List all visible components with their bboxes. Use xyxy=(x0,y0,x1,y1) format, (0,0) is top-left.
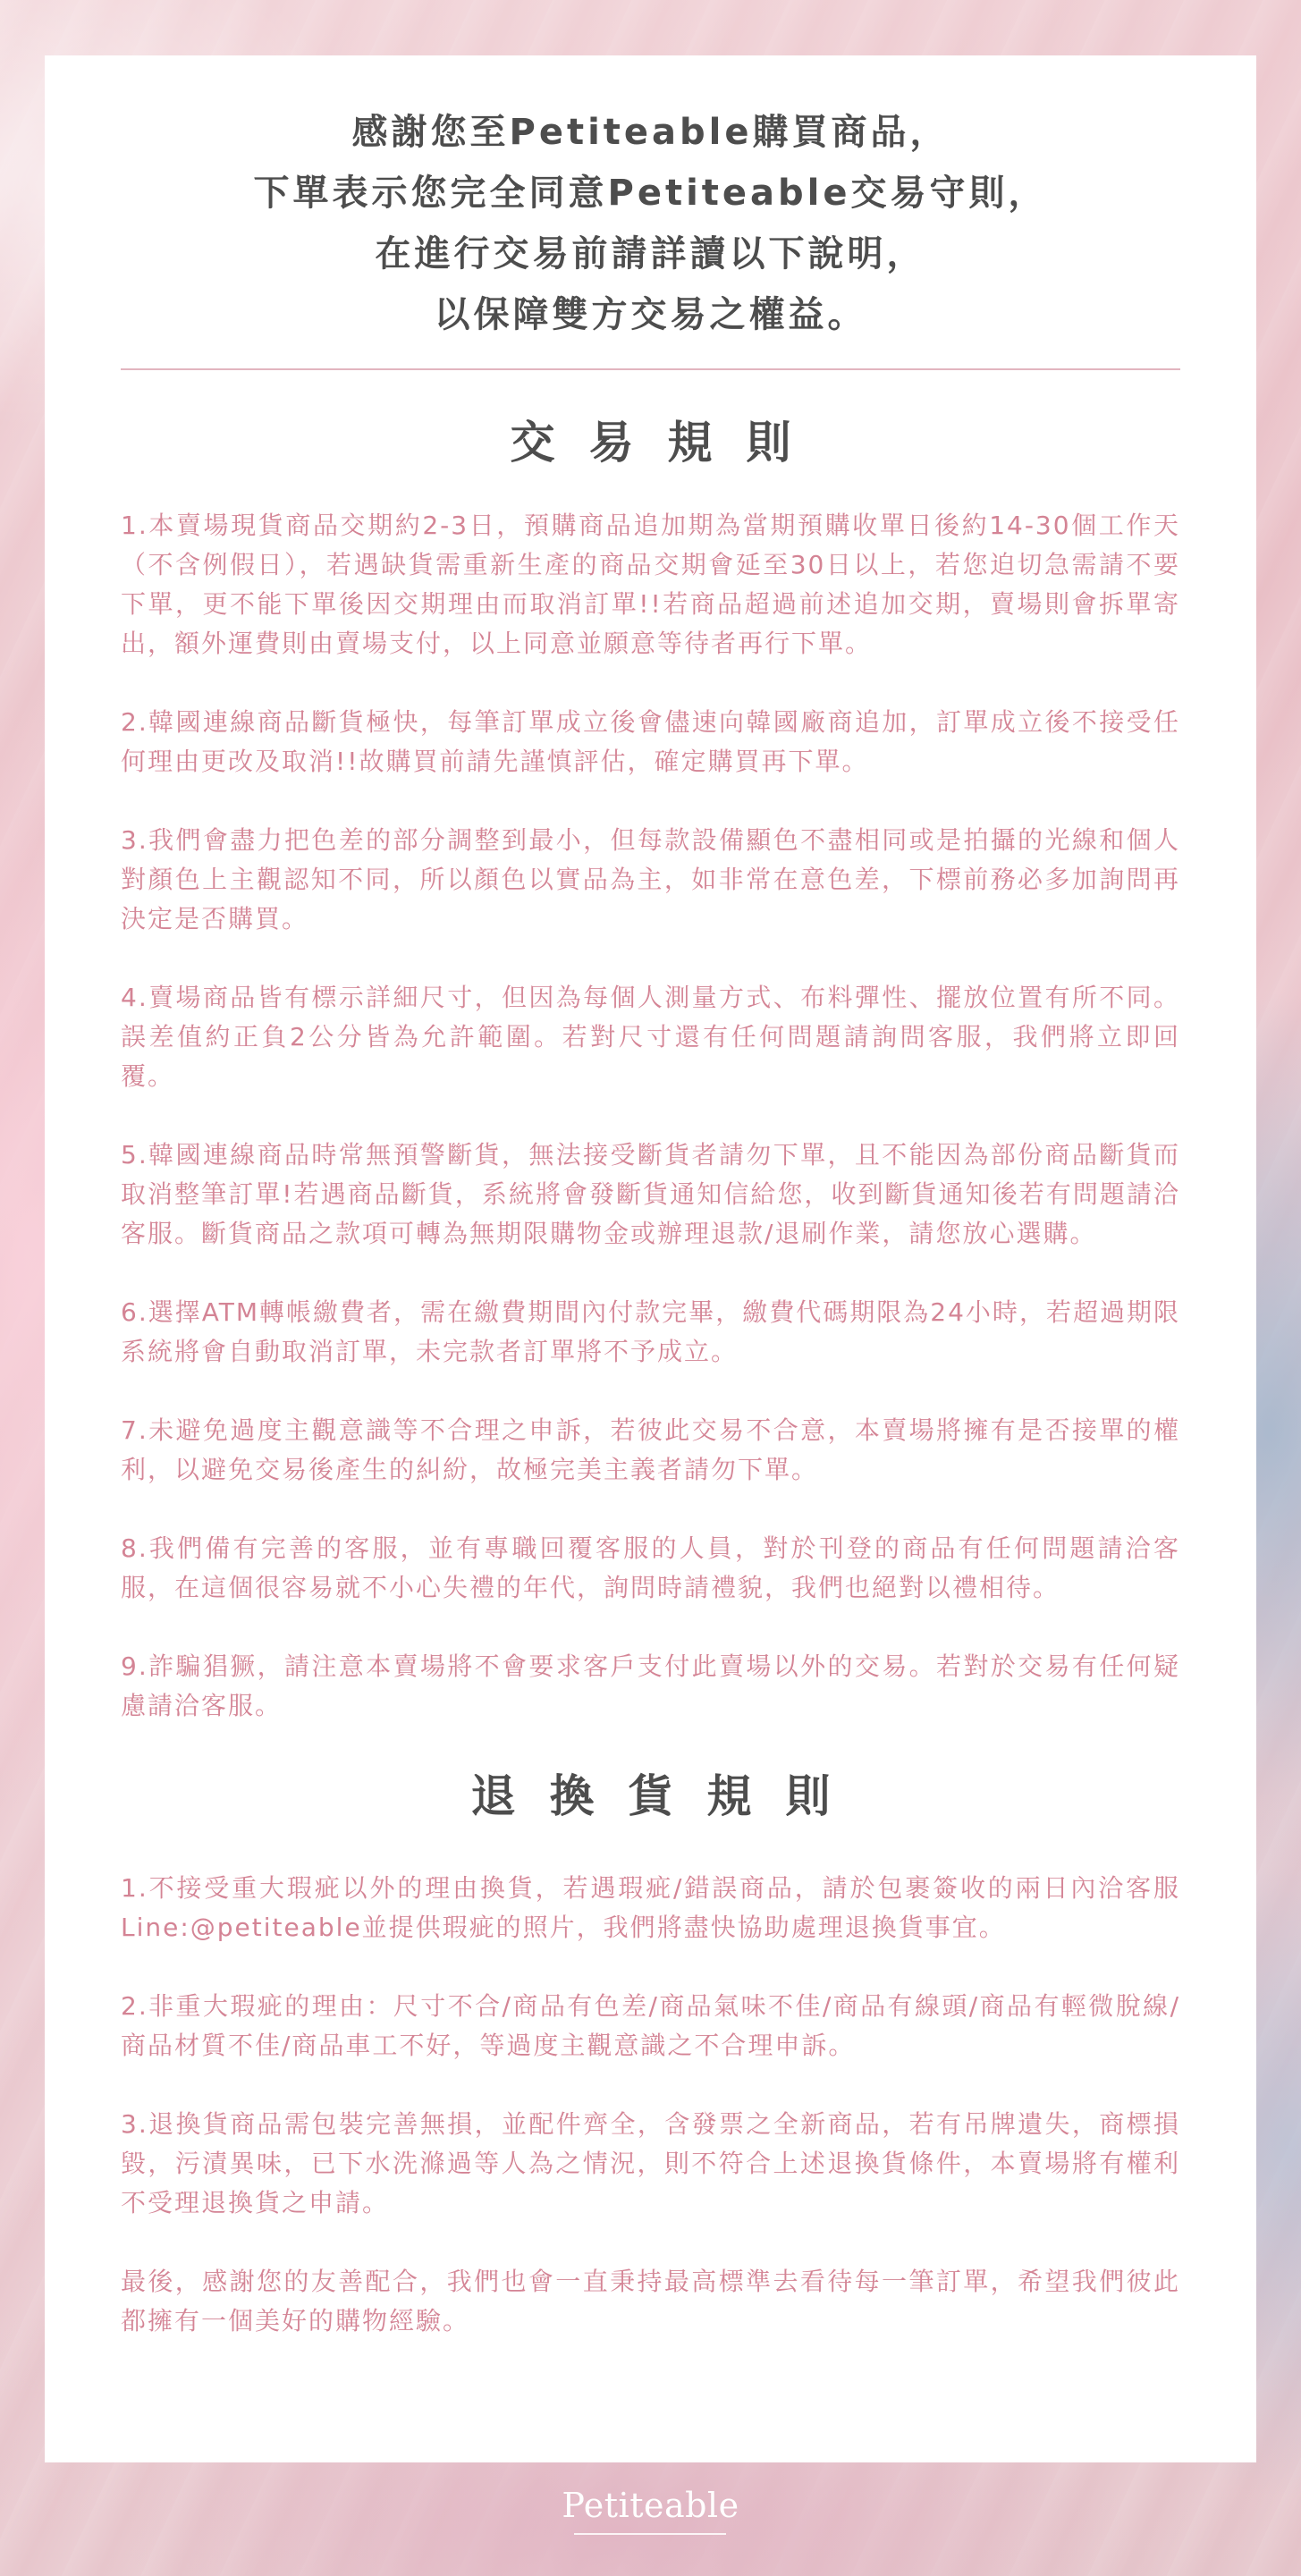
trade-rule-item: 7.未避免過度主觀意識等不合理之申訴，若彼此交易不合意，本賣場將擁有是否接單的權利，以避免交易後產生的糾紛，故極完美主義者請勿下單。 xyxy=(121,1415,1180,1484)
intro-line: 感謝您至Petiteable購買商品， xyxy=(351,112,950,153)
return-rule-item: 2.非重大瑕疵的理由：尺寸不合/商品有色差/商品氣味不佳/商品有線頭/商品有輕微脫線/商品材質不佳/商品車工不好，等過度主觀意識之不合理申訴。 xyxy=(121,1991,1180,2060)
trade-rule-item: 4.賣場商品皆有標示詳細尺寸，但因為每個人測量方式、布料彈性、擺放位置有所不同。誤差值約正負2公分皆為允許範圍。若對尺寸還有任何問題請詢問客服，我們將立即回覆。 xyxy=(121,983,1180,1091)
brand-logo: Petiteable xyxy=(562,2486,739,2525)
return-rule-item: 3.退換貨商品需包裝完善無損，並配件齊全，含發票之全新商品，若有吊牌遺失，商標損毀，污漬異味，已下水洗滌過等人為之情況，則不符合上述退換貨條件，本賣場將有權利不受理退換貨之申請。 xyxy=(121,2109,1180,2217)
trade-rule-item: 8.我們備有完善的客服，並有專職回覆客服的人員，對於刊登的商品有任何問題請洽客服，在這個很容易就不小心失禮的年代，詢問時請禮貌，我們也絕對以禮相待。 xyxy=(121,1533,1180,1602)
intro-line: 在進行交易前請詳讀以下說明， xyxy=(375,233,926,274)
closing-message: 最後，感謝您的友善配合，我們也會一直秉持最高標準去看待每一筆訂單，希望我們彼此都擁有一個美好的購物經驗。 xyxy=(121,2267,1180,2335)
trade-rules-title: 交易規則 xyxy=(510,417,825,469)
trade-rules-list xyxy=(121,506,1180,1726)
intro-message xyxy=(121,102,1180,345)
trade-rule-item: 9.詐騙猖獗，請注意本賣場將不會要求客戶支付此賣場以外的交易。若對於交易有任何疑慮請洽客服。 xyxy=(121,1651,1180,1720)
intro-line: 下單表示您完全同意Petiteable交易守則， xyxy=(253,173,1048,214)
trade-rule-item: 3.我們會盡力把色差的部分調整到最小，但每款設備顯色不盡相同或是拍攝的光線和個人對顏色上主觀認知不同，所以顏色以實品為主，如非常在意色差，下標前務必多加詢問再決定是否購買。 xyxy=(121,825,1180,933)
return-rules-title: 退換貨規則 xyxy=(470,1770,865,1822)
divider xyxy=(121,368,1180,370)
trade-rule-item: 2.韓國連線商品斷貨極快，每筆訂單成立後會儘速向韓國廠商追加，訂單成立後不接受任何理由更改及取消!!故購買前請先謹慎評估，確定購買再下單。 xyxy=(121,707,1180,776)
return-rules-list xyxy=(121,1869,1180,2341)
return-rule-item: 1.不接受重大瑕疵以外的理由換貨，若遇瑕疵/錯誤商品，請於包裹簽收的兩日內洽客服Line:@petiteable並提供瑕疵的照片，我們將盡快協助處理退換貨事宜。 xyxy=(121,1873,1180,1942)
trade-rule-item: 5.韓國連線商品時常無預警斷貨，無法接受斷貨者請勿下單，且不能因為部份商品斷貨而取消整筆訂單!若遇商品斷貨，系統將會發斷貨通知信給您，收到斷貨通知後若有問題請洽客服。斷貨商品之款項可轉為無期限購物金或辦理退款/退刷作業，請您放心選購。 xyxy=(121,1140,1180,1248)
policy-card xyxy=(45,55,1256,2462)
trade-rule-item: 6.選擇ATM轉帳繳費者，需在繳費期間內付款完畢，繳費代碼期限為24小時，若超過期限系統將會自動取消訂單，未完款者訂單將不予成立。 xyxy=(121,1297,1180,1366)
intro-line: 以保障雙方交易之權益。 xyxy=(434,294,867,335)
trade-rule-item: 1.本賣場現貨商品交期約2-3日，預購商品追加期為當期預購收單日後約14-30個工作天（不含例假日），若遇缺貨需重新生產的商品交期會延至30日以上，若您迫切急需請不要下單，更不能下單後因交期理由而取消訂單!!若商品超過前述追加交期，賣場則會拆單寄出，額外運費則由賣場支付，以上同意並願意等待者再行下單。 xyxy=(121,511,1180,658)
brand-underline xyxy=(574,2533,726,2535)
